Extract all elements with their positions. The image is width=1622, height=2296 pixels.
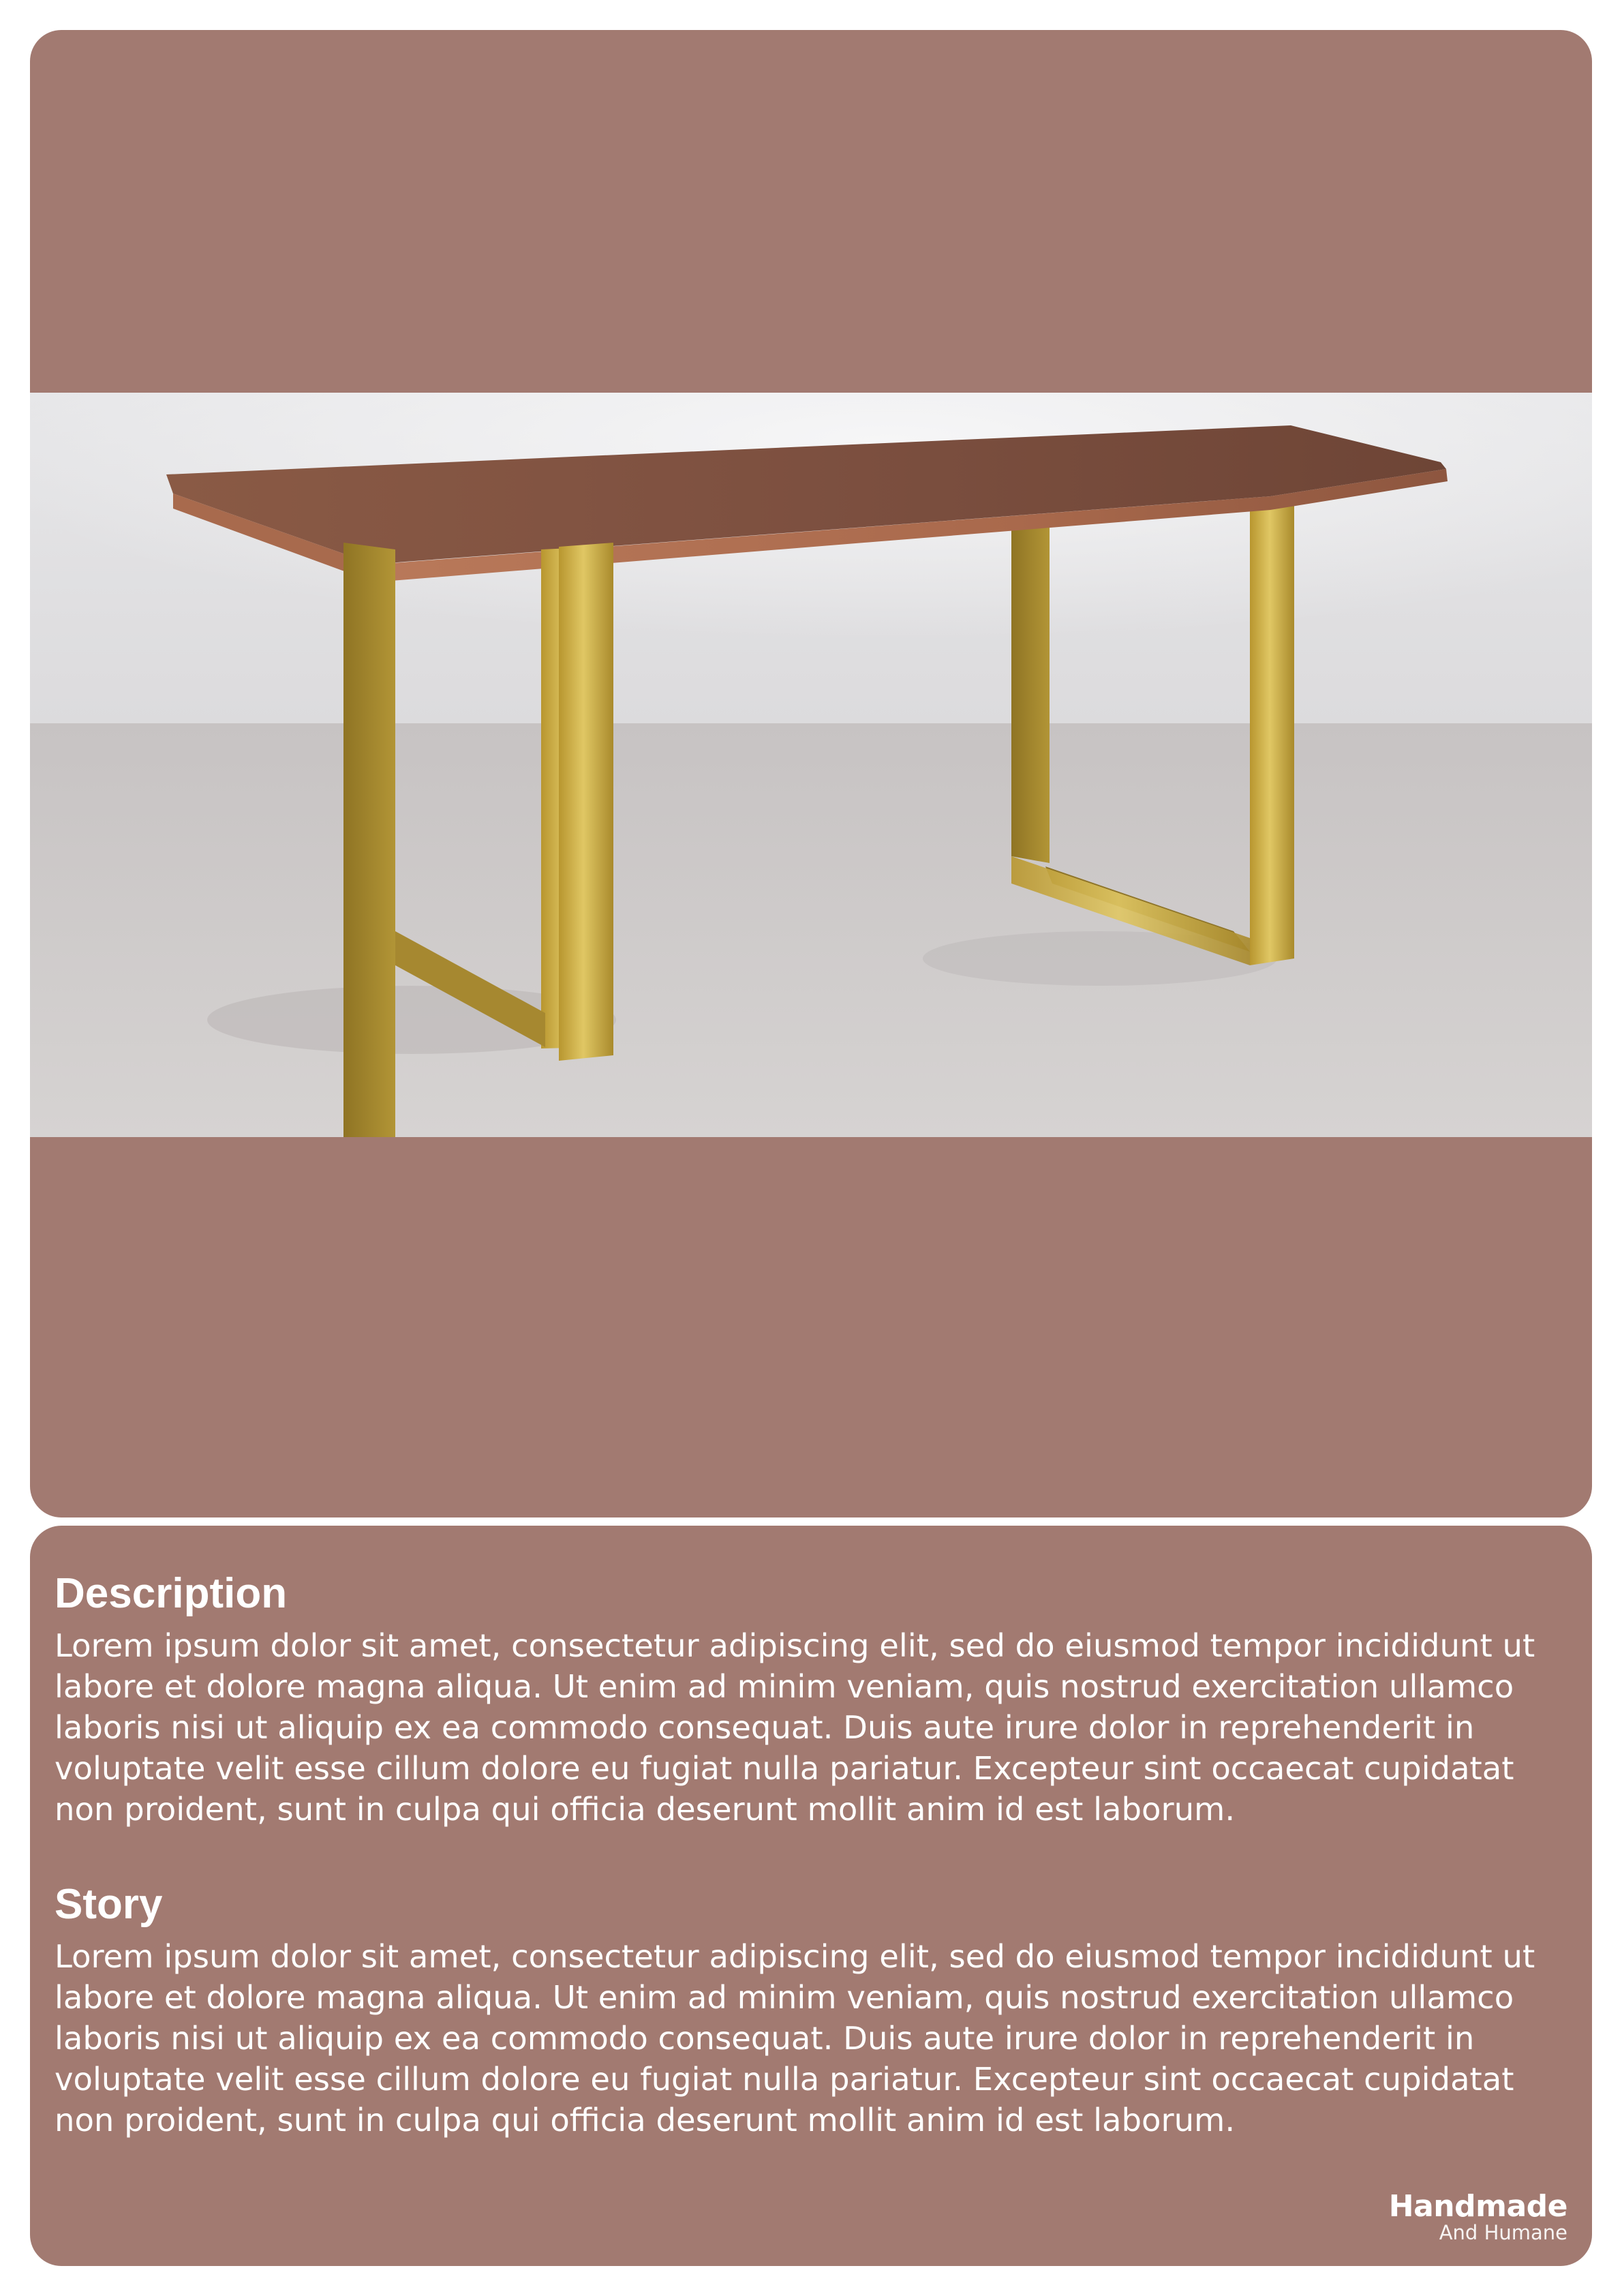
product-hero-card <box>30 30 1592 1517</box>
product-photo <box>30 393 1592 1137</box>
brand-logo <box>1389 2191 1567 2243</box>
description-body: Lorem ipsum dolor sit amet, consectetur adipiscing elit, sed do eiusmod tempor incididunt ut labore et dolore magna aliqua. Ut enim ad minim veniam, quis nostrud exercitation ullamco laboris nisi ut aliquip ex ea commodo consequat. Duis aute irure dolor in reprehenderit in voluptate velit esse cillum dolore eu fugiat nulla pariatur. Excepteur sint occaecat cupidatat non proident, sunt in culpa qui officia deserunt mollit anim id est laborum. <box>55 1627 1535 1828</box>
description-section <box>55 1567 1567 1830</box>
story-heading: Story <box>55 1881 163 1928</box>
description-heading: Description <box>55 1570 288 1617</box>
story-body: Lorem ipsum dolor sit amet, consectetur adipiscing elit, sed do eiusmod tempor incididunt ut labore et dolore magna aliqua. Ut enim ad minim veniam, quis nostrud exercitation ullamco laboris nisi ut aliquip ex ea commodo consequat. Duis aute irure dolor in reprehenderit in voluptate velit esse cillum dolore eu fugiat nulla pariatur. Excepteur sint occaecat cupidatat non proident, sunt in culpa qui officia deserunt mollit anim id est laborum. <box>55 1938 1535 2139</box>
story-section <box>55 1877 1567 2141</box>
table-illustration <box>30 393 1592 1137</box>
brand-name: Handmade <box>1388 2189 1567 2224</box>
brand-tagline: And Humane <box>1439 2221 1567 2244</box>
details-card <box>30 1526 1592 2266</box>
